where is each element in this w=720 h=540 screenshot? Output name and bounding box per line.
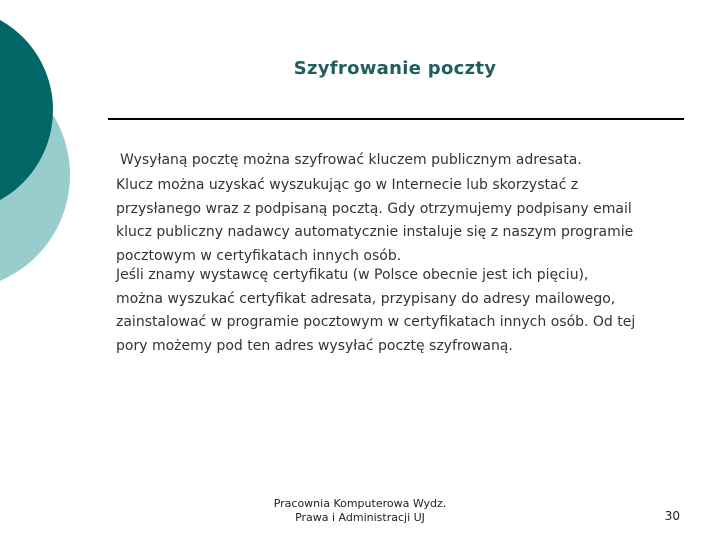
- paragraph-encryption-intro: Wysyłaną pocztę można szyfrować kluczem publicznym adresata.: [120, 152, 582, 168]
- page-number: 30: [664, 509, 680, 523]
- slide-title: Szyfrowanie poczty: [293, 58, 497, 79]
- slide-footer: Pracownia Komputerowa Wydz. Prawa i Administracji UJ: [273, 497, 447, 524]
- decorative-circles: [0, 0, 90, 300]
- paragraph-certificate-search: Jeśli znamy wystawcę certyfikatu (w Polsce obecnie jest ich pięciu), można wyszukać certyfikat adresata, przypisany do adresy mailowego, zainstalować w programie pocztowym w certyfikatach innych osób. Od tej pory możemy pod ten adres wysyłać pocztę szyfrowaną.: [116, 267, 636, 354]
- paragraph-key-acquisition: Klucz można uzyskać wyszukując go w Internecie lub skorzystać z przysłanego wraz z podpisaną pocztą. Gdy otrzymujemy podpisany email klucz publiczny nadawcy automatycznie instaluje się z naszym programie pocztowym w certyfikatach innych osób.: [116, 177, 634, 264]
- title-divider: [108, 118, 684, 120]
